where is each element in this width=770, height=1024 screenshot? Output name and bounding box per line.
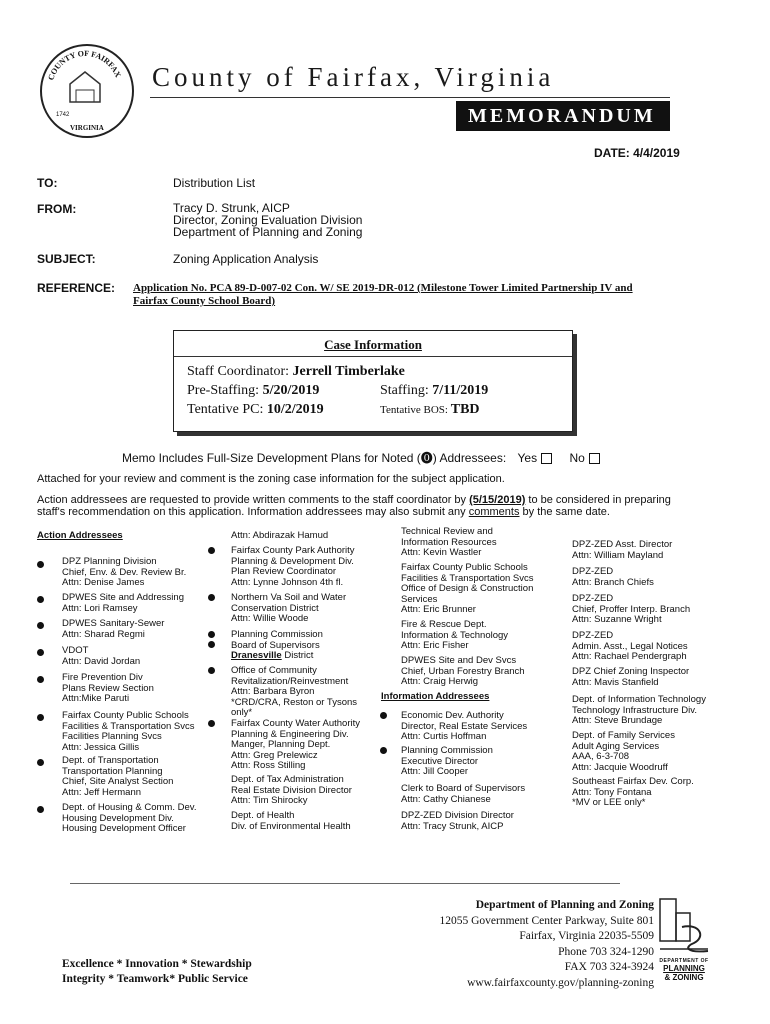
plans-dot-icon — [208, 667, 215, 674]
plans-dot-icon — [208, 594, 215, 601]
from-title: Director, Zoning Evaluation Division — [173, 213, 363, 227]
department-address — [388, 898, 654, 991]
district-name: Dranesville — [231, 650, 282, 661]
subject-value: Zoning Application Analysis — [173, 252, 319, 266]
fax: FAX 703 324-3924 — [564, 961, 654, 973]
list-item: Clerk to Board of Supervisors Attn: Cathy Chianese — [401, 783, 526, 805]
list-item: Economic Dev. Authority Director, Real Estate Services Attn: Curtis Hoffman — [401, 710, 528, 742]
prestaff-label: Pre-Staffing: — [187, 383, 263, 398]
yes-label: Yes — [517, 451, 538, 465]
pc-label: Tentative PC: — [187, 402, 267, 417]
plans-dot-icon — [37, 622, 44, 629]
motto-line-2: Integrity * Teamwork* Public Service — [62, 973, 248, 985]
list-item: VDOT Attn: David Jordan — [62, 645, 141, 667]
bos-label: Tentative BOS: — [380, 404, 451, 416]
staffing-label: Staffing: — [380, 383, 433, 398]
action-line-1b: to be considered in preparing — [525, 494, 671, 506]
list-item: Dept. of Transportation Transportation Planning Chief, Site Analyst Section Attn: Jeff Hermann — [62, 755, 174, 798]
dpz-logo — [656, 893, 712, 983]
list-item: Fairfax County Water Authority Planning & Engineering Div. Manger, Planning Dept. Attn: Greg Prelewicz Attn: Ross Stilling — [231, 718, 361, 771]
plans-dot-icon — [208, 631, 215, 638]
plans-dot-icon — [37, 561, 44, 568]
coord-label: Staff Coordinator: — [187, 364, 293, 379]
list-item: Planning Commission Board of Supervisors — [231, 629, 323, 651]
prestaff-value: 5/20/2019 — [262, 383, 320, 398]
list-item: Attn: Abdirazak Hamud — [231, 530, 329, 541]
list-item: Fire Prevention Div Plans Review Section Attn:Mike Paruti — [62, 672, 154, 704]
list-item — [231, 651, 313, 662]
footer-rule — [70, 883, 620, 884]
list-item: DPZ Chief Zoning Inspector Attn: Mavis Stanfield — [572, 666, 690, 688]
list-item: Dept. of Health Div. of Environmental Health — [231, 810, 351, 832]
logo-top: DEPARTMENT OF — [659, 958, 709, 964]
plans-dot-icon — [208, 641, 215, 648]
list-item: Office of Community Revitalization/Reinvestment Attn: Barbara Byron *CRD/CRA, Reston or Tysons only* — [231, 665, 358, 718]
plans-dot-icon — [208, 720, 215, 727]
plans-dot-icon — [37, 649, 44, 656]
staffing-value: 7/11/2019 — [432, 383, 489, 398]
seal-text: COUNTY OF FAIRFAX — [46, 48, 123, 82]
no-label: No — [569, 451, 585, 465]
plans-text: Memo Includes Full-Size Development Plans for Noted (⓿) Addressees: — [122, 451, 507, 465]
action-addressees-heading: Action Addressees — [37, 530, 123, 541]
list-item: Dept. of Family Services Adult Aging Services AAA, 6-3-708 Attn: Jacquie Woodruff — [572, 730, 675, 773]
list-item: Dept. of Information Technology Technology Infrastructure Div. Attn: Steve Brundage — [572, 694, 706, 726]
list-item: DPZ-ZED Attn: Branch Chiefs — [572, 566, 654, 588]
subject-label: SUBJECT: — [37, 252, 96, 266]
from-label: FROM: — [37, 202, 77, 216]
plans-dot-icon — [380, 712, 387, 719]
bos-value: TBD — [450, 402, 480, 417]
motto — [62, 957, 252, 987]
plans-dot-icon — [37, 596, 44, 603]
district-suffix: District — [281, 650, 314, 661]
list-item: DPWES Site and Dev Svcs Chief, Urban Forestry Branch Attn: Craig Herwig — [401, 655, 525, 687]
plans-dot-icon — [37, 806, 44, 813]
dept-name: Department of Planning and Zoning — [475, 899, 654, 911]
list-item: DPZ-ZED Chief, Proffer Interp. Branch Attn: Suzanne Wright — [572, 593, 691, 625]
list-item: DPWES Sanitary-Sewer Attn: Sharad Regmi — [62, 618, 165, 640]
memo-date: DATE: 4/4/2019 — [594, 146, 680, 160]
list-item: Fire & Rescue Dept. Information & Technology Attn: Eric Fisher — [401, 619, 509, 651]
action-line-2a: staff's recommendation on this application. Information addressees may also submit any — [37, 506, 469, 518]
attached-note: Attached for your review and comment is the zoning case information for the subject application. — [37, 473, 505, 485]
list-item: Fairfax County Public Schools Facilities & Transportation Svcs Office of Design & Construction Services Attn: Eric Brunner — [401, 562, 534, 615]
plans-dot-icon — [37, 676, 44, 683]
comment-deadline: (5/15/2019) — [469, 494, 526, 506]
seal-year: 1742 — [56, 112, 70, 118]
memorandum-banner: MEMORANDUM — [456, 101, 670, 131]
website-link[interactable]: www.fairfaxcounty.gov/planning-zoning — [467, 976, 654, 989]
from-name: Tracy D. Strunk, AICP — [173, 201, 290, 215]
information-addressees-heading: Information Addressees — [381, 691, 490, 702]
case-heading: Case Information — [324, 337, 422, 352]
list-item: DPZ Planning Division Chief, Env. & Dev. Review Br. Attn: Denise James — [62, 556, 187, 588]
list-item: Fairfax County Park Authority Planning & Development Div. Plan Review Coordinator Attn: Lynne Johnson 4th fl. — [231, 545, 355, 588]
list-item: Dept. of Tax Administration Real Estate Division Director Attn: Tim Shirocky — [231, 774, 352, 806]
list-item: DPZ-ZED Asst. Director Attn: William Mayland — [572, 539, 673, 561]
reference-line-1: Application No. PCA 89-D-007-02 Con. W/ SE 2019-DR-012 (Milestone Tower Limited Partnership IV and — [133, 282, 633, 294]
plans-dot-icon — [37, 759, 44, 766]
list-item: DPZ-ZED Division Director Attn: Tracy Strunk, AICP — [401, 810, 514, 832]
list-item: Northern Va Soil and Water Conservation District Attn: Willie Woode — [231, 592, 347, 624]
plans-dot-icon — [37, 714, 44, 721]
list-item: DPZ-ZED Admin. Asst., Legal Notices Attn: Rachael Pendergraph — [572, 630, 688, 662]
from-dept: Department of Planning and Zoning — [173, 225, 363, 239]
action-line-2u: comments — [468, 506, 520, 518]
list-item: Southeast Fairfax Dev. Corp. Attn: Tony Fontana *MV or LEE only* — [572, 776, 694, 808]
to-label: TO: — [37, 176, 58, 190]
logo-bot: & ZONING — [664, 973, 704, 982]
seal-bottom-text: VIRGINIA — [70, 124, 104, 132]
coord-value: Jerrell Timberlake — [292, 364, 405, 379]
address-line-1: 12055 Government Center Parkway, Suite 801 — [439, 914, 654, 927]
phone: Phone 703 324-1290 — [558, 945, 654, 958]
action-line-2b: by the same date. — [519, 506, 610, 518]
plans-dot-icon — [380, 747, 387, 754]
plans-dot-icon — [208, 547, 215, 554]
page-title: County of Fairfax, Virginia — [152, 62, 555, 92]
list-item: Planning Commission Executive Director Attn: Jill Cooper — [401, 745, 493, 777]
list-item: Technical Review and Information Resources Attn: Kevin Wastler — [401, 526, 497, 558]
address-line-2: Fairfax, Virginia 22035-5509 — [519, 930, 654, 942]
list-item: Dept. of Housing & Comm. Dev. Housing Development Div. Housing Development Officer — [62, 802, 197, 834]
list-item: DPWES Site and Addressing Attn: Lori Ramsey — [62, 592, 184, 614]
logo-mid: PLANNING — [663, 964, 705, 973]
to-value: Distribution List — [173, 176, 256, 190]
list-item: Fairfax County Public Schools Facilities & Transportation Svcs Facilities Planning Svcs Attn: Jessica Gillis — [62, 710, 195, 753]
action-line-1a: Action addressees are requested to provide written comments to the staff coordinator by — [37, 494, 470, 506]
motto-line-1: Excellence * Innovation * Stewardship — [62, 958, 252, 970]
reference-label: REFERENCE: — [37, 281, 116, 295]
pc-value: 10/2/2019 — [266, 402, 324, 417]
reference-line-2: Fairfax County School Board) — [133, 295, 276, 307]
